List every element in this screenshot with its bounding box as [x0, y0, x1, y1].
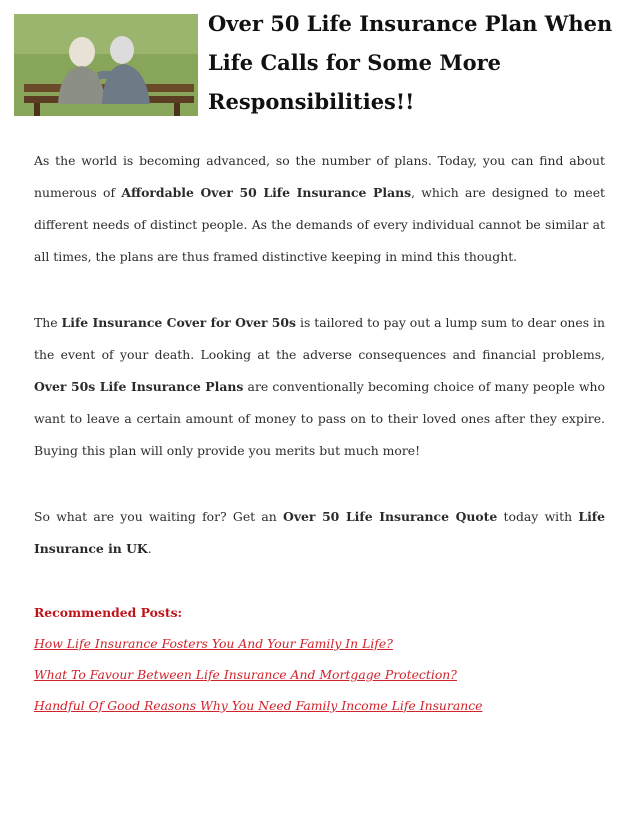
- recommended-link[interactable]: How Life Insurance Fosters You And Your Family In Life?: [34, 636, 393, 651]
- paragraph-cover: [34, 307, 605, 467]
- text-span: are conventionally becoming choice of many people who want to leave a certain amount of money to pass on to their loved ones after they expire. Buying this plan will only provide you merits but much more!: [34, 379, 605, 458]
- title-line: Life Calls for Some More: [208, 50, 502, 75]
- header-photo-elderly-couple: [14, 14, 198, 116]
- recommended-link[interactable]: Handful Of Good Reasons Why You Need Family Income Life Insurance: [34, 698, 483, 713]
- page-title: [208, 4, 628, 121]
- text-span: is tailored to pay out a lump sum to dear ones in the event of your death. Looking at the adverse consequences and financial problems,: [34, 315, 605, 362]
- bold-keyword: Life Insurance in UK: [34, 509, 605, 556]
- text-span: , which are designed to meet different needs of distinct people. As the demands of every individual cannot be similar at all times, the plans are thus framed distinctive keeping in mind this thought.: [34, 185, 606, 264]
- bold-keyword: Life Insurance Cover for Over 50s: [61, 315, 297, 330]
- bold-keyword: Over 50 Life Insurance Quote: [283, 509, 498, 524]
- bold-keyword: Affordable Over 50 Life Insurance Plans: [121, 185, 412, 200]
- text-span: today with: [497, 509, 579, 524]
- paragraph-cta: [34, 501, 605, 565]
- recommended-posts-heading: Recommended Posts:: [34, 605, 183, 620]
- bold-keyword: Over 50s Life Insurance Plans: [34, 379, 244, 394]
- paragraph-intro: [34, 145, 605, 273]
- recommended-link[interactable]: What To Favour Between Life Insurance And Mortgage Protection?: [34, 667, 457, 682]
- text-span: As the world is becoming advanced, so the number of plans. Today, you can find about numerous of: [34, 153, 605, 200]
- article-body: [34, 145, 605, 721]
- text-span: The: [34, 315, 62, 330]
- title-line: Responsibilities!!: [208, 89, 415, 114]
- text-span: So what are you waiting for? Get an: [34, 509, 284, 524]
- title-line: Over 50 Life Insurance Plan When: [208, 11, 613, 36]
- text-span: .: [147, 541, 152, 556]
